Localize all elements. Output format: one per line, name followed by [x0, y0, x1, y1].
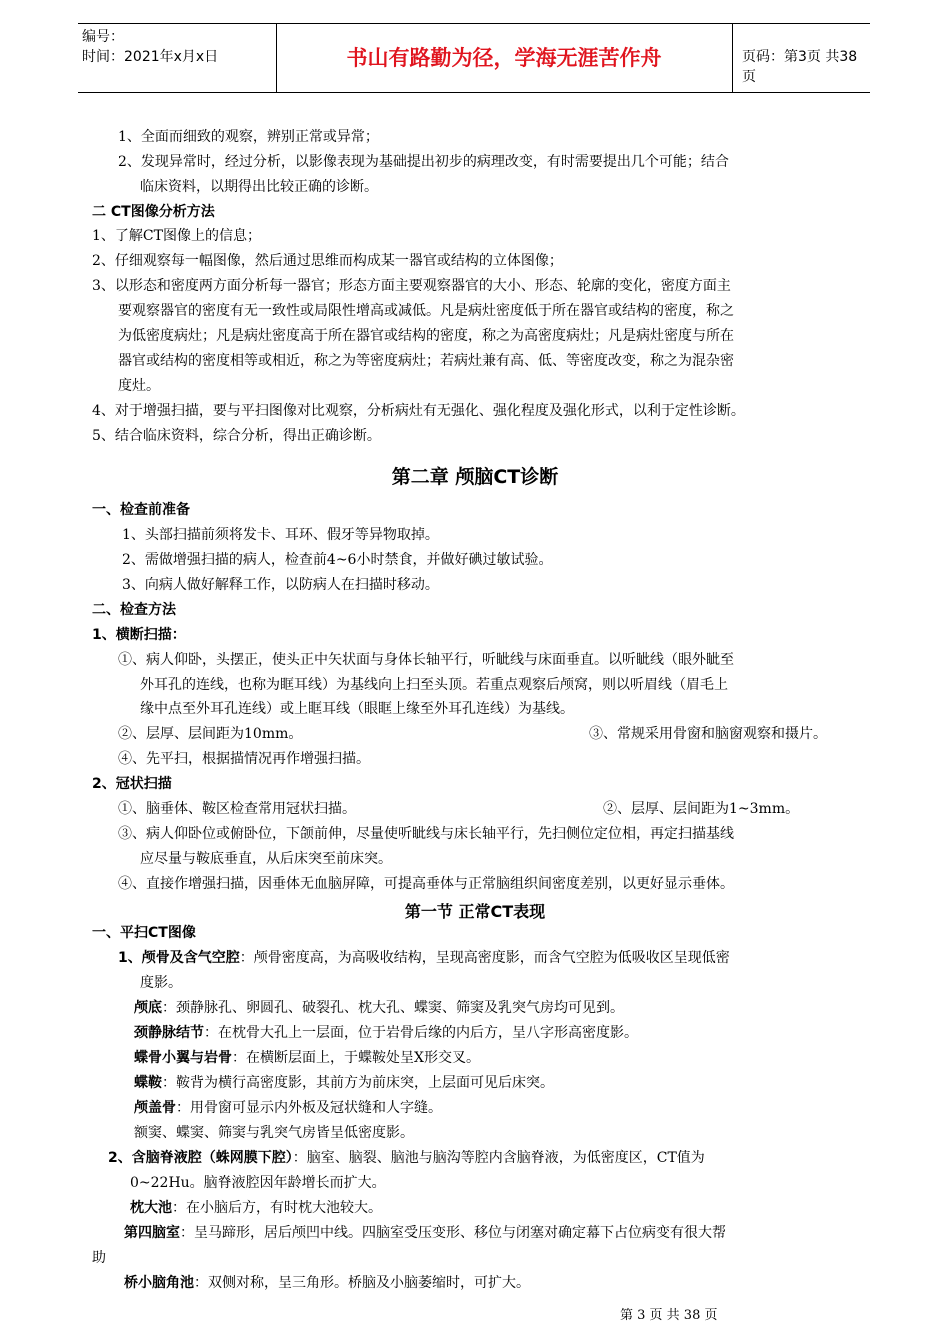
- text-line: ①、病人仰卧，头摆正，使头正中矢状面与身体长轴平行，听眦线与床面垂直。以听眦线（眼外眦至: [118, 652, 734, 668]
- text-line: 度灶。: [118, 378, 160, 394]
- text-line: 桥小脑角池：双侧对称，呈三角形。桥脑及小脑萎缩时，可扩大。: [124, 1275, 530, 1291]
- text-line: 颅底：颈静脉孔、卵圆孔、破裂孔、枕大孔、蝶窦、筛窦及乳突气房均可见到。: [134, 1000, 624, 1016]
- header-divider: [276, 24, 277, 92]
- text-line: ③、常规采用骨窗和脑窗观察和摄片。: [589, 726, 827, 742]
- section-heading: 一、平扫CT图像: [92, 925, 196, 941]
- text-line: 2、仔细观察每一幅图像，然后通过思维而构成某一器官或结构的立体图像；: [92, 253, 563, 269]
- header-motto: 书山有路勤为径，学海无涯苦作舟: [346, 46, 662, 70]
- text-line: 0~22Hu。脑脊液腔因年龄增长而扩大。: [130, 1175, 386, 1191]
- text-line: ②、层厚、层间距为1~3mm。: [603, 801, 800, 817]
- text-line: 度影。: [140, 975, 182, 991]
- text-line: 3、向病人做好解释工作，以防病人在扫描时移动。: [122, 577, 439, 593]
- text-line: 蝶骨小翼与岩骨：在横断层面上，于蝶鞍处呈X形交叉。: [134, 1050, 480, 1066]
- chapter-title: 第二章 颅脑CT诊断: [391, 466, 559, 488]
- text-line: 5、结合临床资料，综合分析，得出正确诊断。: [92, 428, 381, 444]
- text-line: ④、先平扫，根据描情况再作增强扫描。: [118, 751, 370, 767]
- text-line: 1、全面而细致的观察，辨别正常或异常；: [118, 129, 379, 145]
- section-heading: 一、检查前准备: [92, 502, 190, 518]
- section-heading: 二、检查方法: [92, 602, 176, 618]
- text-line: 枕大池：在小脑后方，有时枕大池较大。: [130, 1200, 382, 1216]
- page-footer: 第 3 页 共 38 页: [620, 1308, 718, 1323]
- sub-heading: 2、冠状扫描: [92, 776, 172, 792]
- text-line: 2、含脑脊液腔（蛛网膜下腔）：脑室、脑裂、脑池与脑沟等腔内含脑脊液，为低密度区，CT值为: [108, 1150, 705, 1166]
- text-line: 助: [92, 1250, 106, 1266]
- text-line: 2、需做增强扫描的病人，检查前4~6小时禁食，并做好碘过敏试验。: [122, 552, 553, 568]
- text-line: ③、病人仰卧位或俯卧位，下颌前伸，尽量使听眦线与床长轴平行，先扫侧位定位相，再定扫描基线: [118, 826, 734, 842]
- text-line: 为低密度病灶；凡是病灶密度高于所在器官或结构的密度，称之为高密度病灶；凡是病灶密度与所在: [118, 328, 734, 344]
- header-page-info: 页码：第3页 共38页: [742, 49, 858, 85]
- text-line: 2、发现异常时，经过分析，以影像表现为基础提出初步的病理改变，有时需要提出几个可能；结合: [118, 154, 729, 170]
- text-line: 应尽量与鞍底垂直，从后床突至前床突。: [140, 851, 392, 867]
- text-line: ①、脑垂体、鞍区检查常用冠状扫描。: [118, 801, 356, 817]
- text-line: 1、颅骨及含气空腔：颅骨密度高，为高吸收结构，呈现高密度影，而含气空腔为低吸收区呈现低密: [118, 950, 730, 966]
- text-line: 外耳孔的连线，也称为眶耳线）为基线向上扫至头顶。若重点观察后颅窝，则以听眉线（眉毛上: [140, 677, 728, 693]
- number-label: 编号：: [82, 29, 124, 45]
- text-line: 临床资料，以期得出比较正确的诊断。: [140, 179, 378, 195]
- text-line: 4、对于增强扫描，要与平扫图像对比观察，分析病灶有无强化、强化程度及强化形式，以利于定性诊断。: [92, 403, 745, 419]
- header-divider: [732, 24, 733, 92]
- time-label: 时间：2021年x月x日: [82, 49, 219, 65]
- text-line: 颅盖骨：用骨窗可显示内外板及冠状缝和人字缝。: [134, 1100, 442, 1116]
- text-line: 第四脑室：呈马蹄形，居后颅凹中线。四脑室受压变形、移位与闭塞对确定幕下占位病变有很大帮: [124, 1225, 726, 1241]
- text-line: 器官或结构的密度相等或相近，称之为等密度病灶；若病灶兼有高、低、等密度改变，称之为混杂密: [118, 353, 734, 369]
- text-line: 要观察器官的密度有无一致性或局限性增高或减低。凡是病灶密度低于所在器官或结构的密度，称之: [118, 303, 734, 319]
- text-line: 3、以形态和密度两方面分析每一器官；形态方面主要观察器官的大小、形态、轮廓的变化，密度方面主: [92, 278, 731, 294]
- section-title: 第一节 正常CT表现: [404, 902, 546, 921]
- text-line: 1、头部扫描前须将发卡、耳环、假牙等异物取掉。: [122, 527, 439, 543]
- text-line: 蝶鞍：鞍背为横行高密度影，其前方为前床突，上层面可见后床突。: [134, 1075, 554, 1091]
- sub-heading: 1、横断扫描：: [92, 627, 186, 643]
- page-header: [78, 23, 870, 93]
- text-line: ④、直接作增强扫描，因垂体无血脑屏障，可提高垂体与正常脑组织间密度差别，以更好显示垂体。: [118, 876, 734, 892]
- text-line: 额窦、蝶窦、筛窦与乳突气房皆呈低密度影。: [134, 1125, 414, 1141]
- section-heading: 二 CT图像分析方法: [92, 204, 215, 220]
- text-line: 颈静脉结节：在枕骨大孔上一层面，位于岩骨后缘的内后方，呈八字形高密度影。: [134, 1025, 638, 1041]
- text-line: 1、了解CT图像上的信息；: [92, 228, 261, 244]
- header-meta: [82, 27, 218, 67]
- text-line: 缘中点至外耳孔连线）或上眶耳线（眼眶上缘至外耳孔连线）为基线。: [140, 701, 574, 717]
- text-line: ②、层厚、层间距为10mm。: [118, 726, 303, 742]
